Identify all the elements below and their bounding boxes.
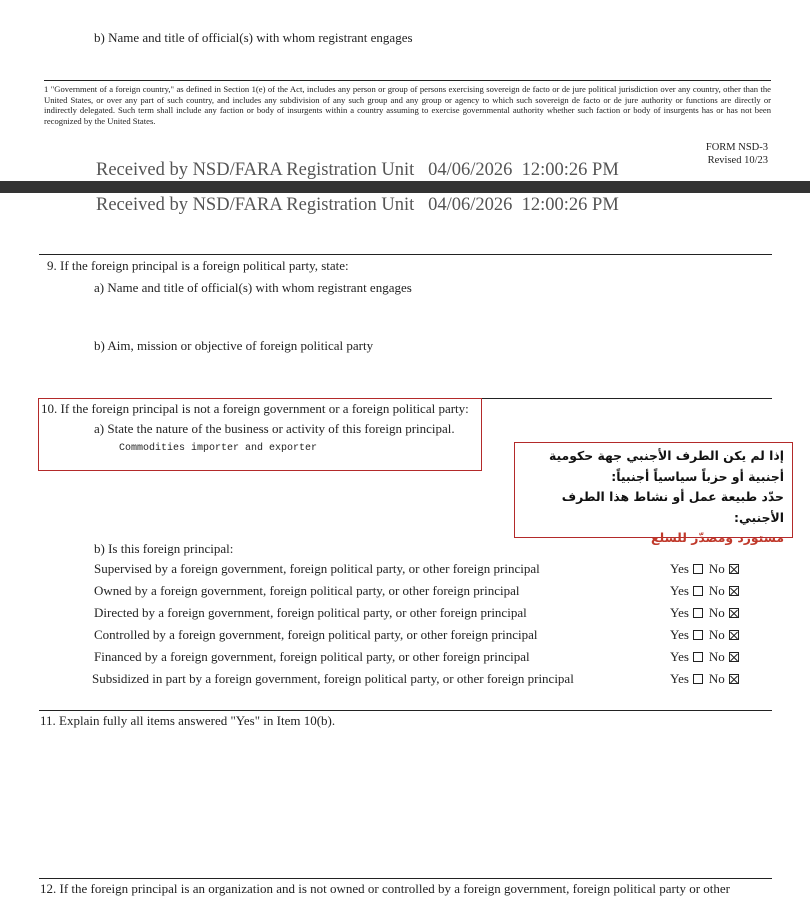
yes-checkbox[interactable] [693, 652, 703, 662]
q11-rule [39, 710, 772, 711]
yes-no-pair: Yes No [670, 583, 745, 599]
row-label: Directed by a foreign government, foreign political party, or other foreign principal [94, 605, 527, 620]
q12-heading: 12. If the foreign principal is an organization and is not owned or controlled by a foreign government, foreign political party or other [40, 881, 731, 896]
yes-no-pair: Yes No [670, 605, 745, 621]
yes-checkbox[interactable] [693, 674, 703, 684]
no-checkbox-checked[interactable] [729, 586, 739, 596]
row-label: Owned by a foreign government, foreign political party, or other foreign principal [94, 583, 520, 598]
yes-checkbox[interactable] [693, 608, 703, 618]
yes-no-pair: Yes No [670, 649, 745, 665]
stamp-text: Received by NSD/FARA Registration Unit [96, 160, 415, 180]
q10-row-controlled [94, 627, 774, 647]
callout-answer: مستورد ومصدّر للسلع [651, 530, 784, 545]
form-number-block [706, 141, 768, 167]
q11-heading: 11. Explain fully all items answered "Yes" in Item 10(b). [40, 713, 336, 728]
callout-line-3: حدّد طبيعة عمل أو نشاط هذا الطرف الأجنبي: [561, 489, 784, 525]
received-stamp-top [96, 195, 619, 216]
stamp-date: 04/06/2026 [428, 195, 513, 215]
q10-b-label: b) Is this foreign principal: [94, 541, 234, 556]
callout-line-1: إذا لم يكن الطرف الأجنبي جهة حكومية [548, 448, 784, 463]
footnote-rule [44, 80, 771, 81]
arabic-translation-callout [514, 442, 793, 545]
form-revised: Revised 10/23 [707, 155, 768, 166]
no-checkbox-checked[interactable] [729, 652, 739, 662]
stamp-time: 12:00:26 PM [521, 195, 619, 215]
row-label: Subsidized in part by a foreign government, foreign political party, or other foreign principal [92, 671, 574, 686]
yes-checkbox[interactable] [693, 586, 703, 596]
yes-no-pair: Yes No [670, 671, 745, 687]
q10-row-directed [94, 605, 774, 625]
callout-line-2: أجنبية أو حزباً سياسياً أجنبياً: [611, 468, 784, 484]
yes-checkbox[interactable] [693, 564, 703, 574]
page-break-divider [0, 181, 810, 193]
no-checkbox-checked[interactable] [729, 608, 739, 618]
yes-checkbox[interactable] [693, 630, 703, 640]
q10-row-owned [94, 583, 774, 603]
q10-row-supervised [94, 561, 774, 581]
q9-heading: 9. If the foreign principal is a foreign political party, state: [47, 258, 349, 273]
q9-rule [39, 254, 772, 255]
item-b-name-title-prev: b) Name and title of official(s) with whom registrant engages [94, 30, 413, 45]
q10-heading: 10. If the foreign principal is not a foreign government or a foreign political party: [41, 401, 469, 416]
footnote-government-definition: 1 "Government of a foreign country," as defined in Section 1(e) of the Act, includes any person or group of persons exercising sovereign de facto or de jure political jurisdiction over any country, other than the United States, or over any part of such country, and includes any subdivision of any such group and any group or agency to which such sovereign de facto or de jure authority or functions are directly or indirectly delegated. Such term shall include any faction or body of insurgents within a country assuming to exercise governmental authority whether such faction or body of insurgents has or has not been recognized by the United States. [44, 84, 771, 126]
q9-a-label: a) Name and title of official(s) with whom registrant engages [94, 280, 412, 295]
form-number: FORM NSD-3 [705, 142, 768, 153]
q9-b-label: b) Aim, mission or objective of foreign political party [94, 338, 374, 353]
q10-a-answer: Commodities importer and exporter [119, 443, 318, 454]
stamp-text: Received by NSD/FARA Registration Unit [96, 195, 415, 215]
no-checkbox-checked[interactable] [729, 564, 739, 574]
q10-row-financed [94, 649, 774, 669]
yes-no-pair: Yes No [670, 561, 745, 577]
received-stamp-bottom [96, 160, 619, 181]
no-checkbox-checked[interactable] [729, 630, 739, 640]
no-checkbox-checked[interactable] [729, 674, 739, 684]
stamp-date: 04/06/2026 [428, 160, 513, 180]
yes-no-pair: Yes No [670, 627, 745, 643]
q10-a-label: a) State the nature of the business or activity of this foreign principal. [94, 421, 455, 436]
stamp-time: 12:00:26 PM [521, 160, 619, 180]
q10-row-subsidized [92, 671, 772, 691]
row-label: Controlled by a foreign government, foreign political party, or other foreign principal [94, 627, 538, 642]
q10-rule [481, 398, 772, 399]
row-label: Financed by a foreign government, foreign political party, or other foreign principal [94, 649, 530, 664]
q12-rule [39, 878, 772, 879]
row-label: Supervised by a foreign government, foreign political party, or other foreign principal [94, 561, 540, 576]
